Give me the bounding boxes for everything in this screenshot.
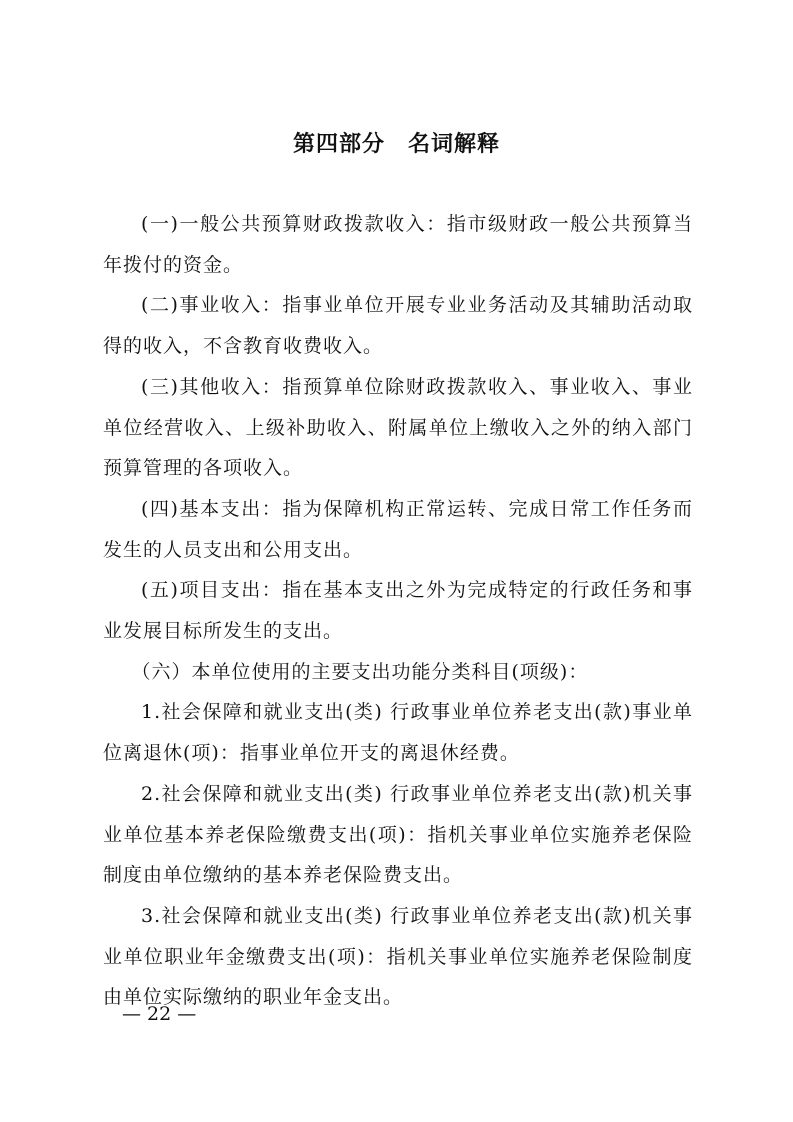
definition-paragraph-3: (三)其他收入：指预算单位除财政拨款收入、事业收入、事业单位经营收入、上级补助收入、附属单位上缴收入之外的纳入部门预算管理的各项收入。 (103, 375, 693, 480)
subitem-paragraph-1: 1.社会保障和就业支出(类) 行政事业单位养老支出(款)事业单位离退休(项)：指事业单位开支的离退休经费。 (103, 701, 693, 765)
definition-paragraph-6: （六）本单位使用的主要支出功能分类科目(项级)： (131, 660, 589, 683)
definition-paragraph-4: (四)基本支出：指为保障机构正常运转、完成日常工作任务而发生的人员支出和公用支出。 (103, 497, 693, 561)
definition-paragraph-5: (五)项目支出：指在基本支出之外为完成特定的行政任务和事业发展目标所发生的支出。 (103, 579, 693, 643)
glossary-body (103, 204, 693, 1018)
subitem-paragraph-2: 2.社会保障和就业支出(类) 行政事业单位养老支出(款)机关事业单位基本养老保险缴费支出(项)：指机关事业单位实施养老保险制度由单位缴纳的基本养老保险费支出。 (103, 782, 693, 887)
section-title: 第四部分 名词解释 (292, 132, 500, 157)
page-number: — 22 — (122, 1003, 197, 1025)
definition-paragraph-2: (二)事业收入：指事业单位开展专业业务活动及其辅助活动取得的收入，不含教育收费收入。 (103, 294, 693, 358)
subitem-paragraph-3: 3.社会保障和就业支出(类) 行政事业单位养老支出(款)机关事业单位职业年金缴费支出(项)：指机关事业单位实施养老保险制度由单位实际缴纳的职业年金支出。 (103, 904, 693, 1009)
definition-paragraph-1: (一)一般公共预算财政拨款收入：指市级财政一般公共预算当年拨付的资金。 (103, 213, 693, 276)
